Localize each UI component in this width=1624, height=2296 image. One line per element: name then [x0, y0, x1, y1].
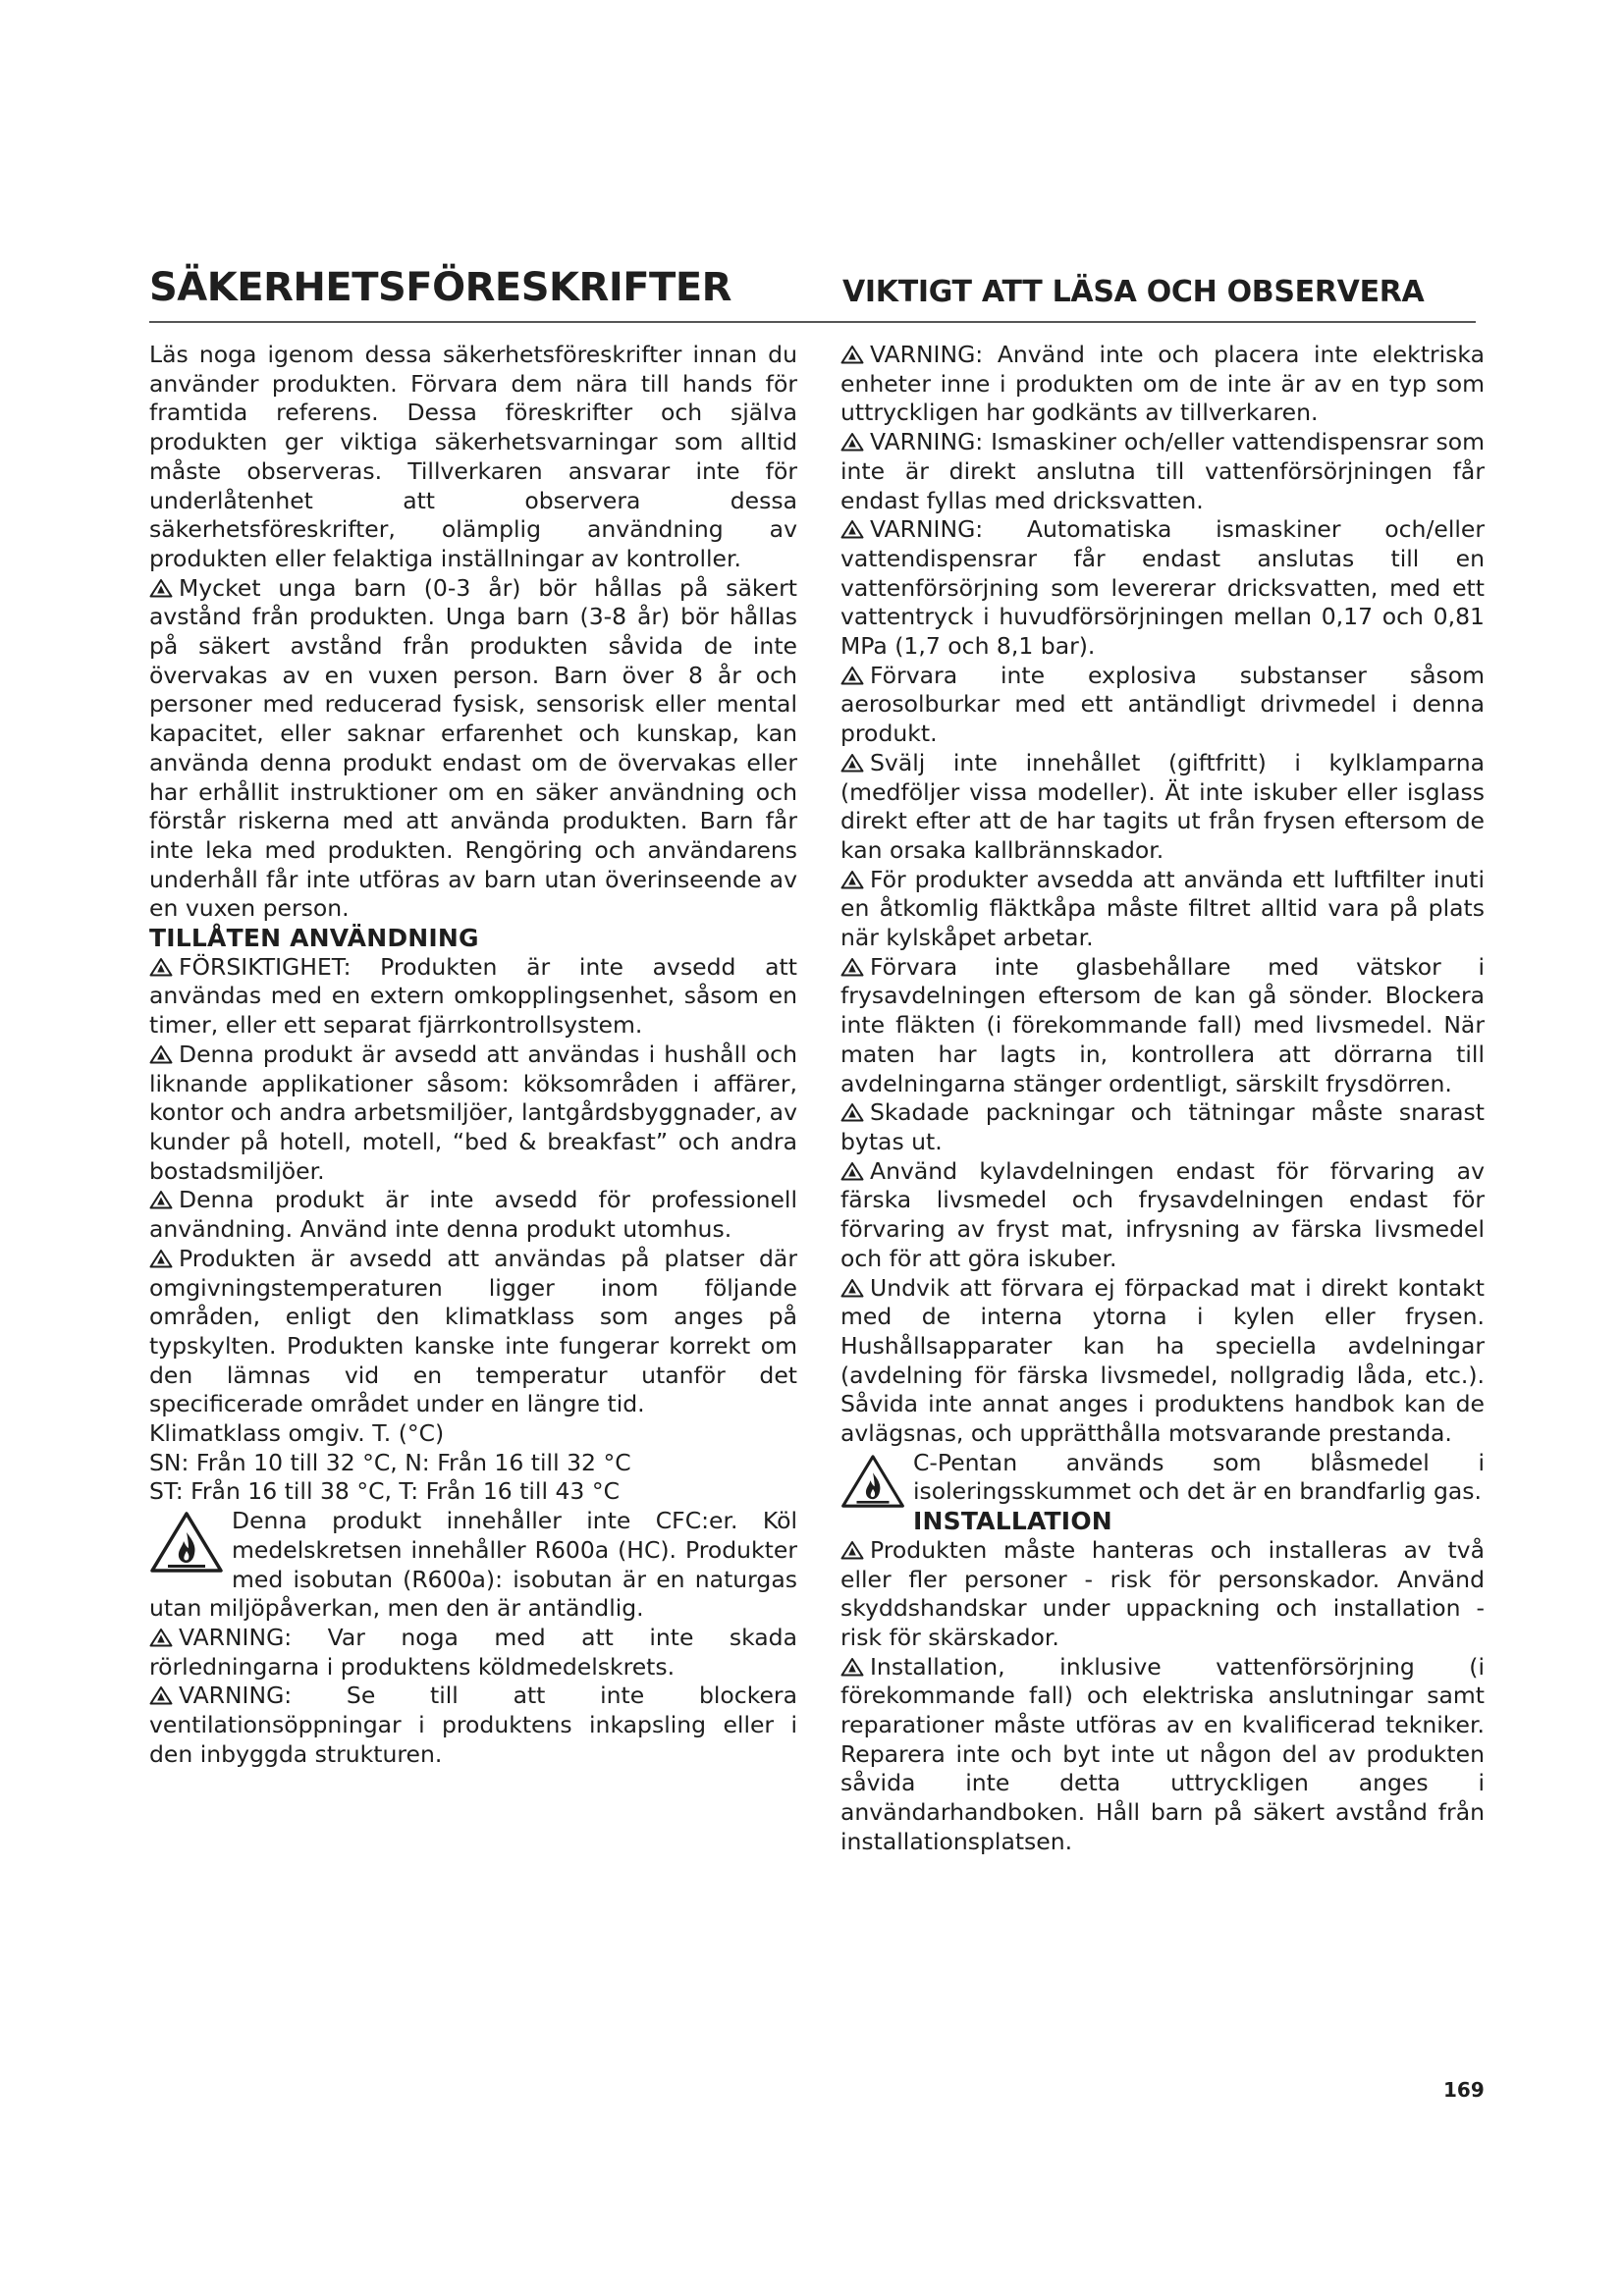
warning-triangle-icon [840, 1657, 864, 1677]
warning-triangle-icon [149, 578, 173, 598]
warning-paragraph: VARNING: Automatiska ismaskiner och/eller vattendispensrar får endast anslutas till en vattenförsörjning som levererar dricksvatten, med ett vattentryck i huvudförsörjningen mellan 0,17 och 0,81 MPa (1,7 och 8,1 bar). [840, 515, 1485, 661]
page-number: 169 [1443, 2078, 1485, 2102]
warning-triangle-icon [840, 1540, 864, 1560]
warning-paragraph: Förvara inte explosiva substanser såsom aerosolburkar med ett antändligt drivmedel i denna produkt. [840, 661, 1485, 748]
left-column [149, 341, 797, 1769]
warning-triangle-icon [840, 753, 864, 773]
warning-triangle-icon [840, 1161, 864, 1181]
installation-paragraph: Produkten måste hanteras och installeras av två eller fler personer - risk för personskador. Använd skyddshandskar under uppackning och installation - risk för skärskador. [840, 1535, 1485, 1651]
warning-triangle-icon [149, 1044, 173, 1064]
header-rule [149, 321, 1476, 323]
warning-triangle-icon [840, 432, 864, 452]
warning-triangle-icon [149, 1249, 173, 1268]
intro-paragraph: Läs noga igenom dessa säkerhetsföreskrifter innan du använder produkten. Förvara dem nära till hands för framtida referens. Dessa föreskrifter och själva produkten ger viktiga säkerhetsvarningar som alltid måste observeras. Tillverkaren ansvarar inte för underlåtenhet att observera dessa säkerhetsföreskrifter, olämplig användning av produkten eller felaktiga inställningar av kontroller. [149, 341, 797, 572]
professional-paragraph: Denna produkt är inte avsedd för professionell användning. Använd inte denna produkt utomhus. [149, 1186, 797, 1244]
warning-triangle-icon [840, 870, 864, 889]
warning-triangle-icon [840, 1278, 864, 1298]
warning-triangle-icon [840, 1102, 864, 1122]
flammable-warning-icon [840, 1451, 905, 1512]
caution-paragraph: FÖRSIKTIGHET: Produkten är inte avsedd att användas med en extern omkopplingsenhet, såsom en timer, eller ett separat fjärrkontrollsystem. [149, 952, 797, 1040]
ambient-paragraph: Produkten är avsedd att användas på platser där omgivningstemperaturen ligger inom följande områden, enligt den klimatklass som anges på typskylten. Produkten kanske inte fungerar korrekt om den lämnas vid en temperatur utanför det specificerade området under en längre tid. [149, 1244, 797, 1418]
warning-triangle-icon [149, 1190, 173, 1209]
warning-triangle-icon [840, 519, 864, 539]
warning-paragraph: VARNING: Ismaskiner och/eller vattendispensrar som inte är direkt anslutna till vattenförsörjningen får endast fyllas med dricksvatten. [840, 428, 1485, 514]
climate-class-row: SN: Från 10 till 32 °C, N: Från 16 till 32 °C [149, 1448, 631, 1476]
warning-paragraph: Använd kylavdelningen endast för förvaring av färska livsmedel och frysavdelningen endast för förvaring av fryst mat, infrysning av färska livsmedel och för att göra iskuber. [840, 1156, 1485, 1272]
warning-paragraph: Skadade packningar och tätningar måste snarast bytas ut. [840, 1098, 1485, 1155]
warning-triangle-icon [149, 1628, 173, 1647]
warning-triangle-icon [149, 957, 173, 977]
heading-installation: INSTALLATION [913, 1507, 1112, 1536]
warning-triangle-icon [840, 345, 864, 364]
warning-paragraph: Svälj inte innehållet (giftfritt) i kylklamparna (medföljer vissa modeller). Ät inte iskuber eller isglass direkt efter att de har tagits ut från frysen eftersom de kan orsaka kallbrännskador. [840, 748, 1485, 864]
cfc-paragraph: Denna produkt innehåller inte CFC:er. Köl medelskretsen innehåller R600a (HC). Produkter med isobutan (R600a): isobutan är en naturgas utan miljöpåverkan, men den är antändlig. [149, 1507, 797, 1623]
right-column [840, 341, 1485, 1857]
pipes-warning: VARNING: Var noga med att inte skada rörledningarna i produktens köldmedelskrets. [149, 1623, 797, 1681]
vents-warning: VARNING: Se till att inte blockera ventilationsöppningar i produktens inkapsling eller i den inbyggda strukturen. [149, 1682, 797, 1768]
warning-paragraph: För produkter avsedda att använda ett luftfilter inuti en åtkomlig fläktkåpa måste filtret alltid vara på plats när kylskåpet arbetar. [840, 865, 1485, 952]
installation-paragraph: Installation, inklusive vattenförsörjning (i förekommande fall) och elektriska anslutningar samt reparationer måste utföras av en kvalificerad tekniker. Reparera inte och byt inte ut någon del av produkten såvida inte detta uttryckligen anges i användarhandboken. Håll barn på säkert avstånd från installationsplatsen. [840, 1652, 1485, 1855]
pentan-paragraph: C-Pentan används som blåsmedel i isoleringsskummet och det är en brandfarlig gas. [840, 1449, 1485, 1507]
page-title: SÄKERHETSFÖRESKRIFTER [149, 265, 731, 310]
children-warning: Mycket unga barn (0-3 år) bör hållas på säkert avstånd från produkten. Unga barn (3-8 år) bör hållas på säkert avstånd från produkten såvida de inte övervakas av en vuxen person. Barn över 8 år och personer med reducerad fysisk, sensorisk eller mental kapacitet, eller saknar erfarenhet och kunskap, kan använda denna produkt endast om de övervakas eller har erhållit instruktioner om en säker användning och förstår riskerna med att använda produkten. Barn får inte leka med produkten. Rengöring och användarens underhåll får inte utföras av barn utan överinseende av en vuxen person. [149, 573, 797, 923]
section-title: VIKTIGT ATT LÄSA OCH OBSERVERA [842, 275, 1425, 309]
household-paragraph: Denna produkt är avsedd att användas i hushåll och liknande applikationer såsom: köksområden i affärer, kontor och andra arbetsmiljöer, lantgårdsbyggnader, av kunder på hotell, motell, “bed & breakfast” och andra bostadsmiljöer. [149, 1040, 797, 1185]
climate-class-label: Klimatklass omgiv. T. (°C) [149, 1419, 445, 1448]
warning-paragraph: Undvik att förvara ej förpackad mat i direkt kontakt med de interna ytorna i kylen eller frysen. Hushållsapparater kan ha speciella avdelningar (avdelning för färska livsmedel, nollgradig låda, etc.). Såvida inte annat anges i produktens handbok kan de avlägsnas, och upprätthålla motsvarande prestanda. [840, 1273, 1485, 1448]
flammable-warning-icon [149, 1511, 224, 1574]
warning-triangle-icon [149, 1685, 173, 1705]
warning-paragraph: Förvara inte glasbehållare med vätskor i frysavdelningen eftersom de kan gå sönder. Blockera inte fläkten (i förekommande fall) med livsmedel. När maten har lagts in, kontrollera att dörrarna till avdelningarna stänger ordentligt, särskilt frysdörren. [840, 952, 1485, 1097]
warning-triangle-icon [840, 957, 864, 977]
heading-allowed-use: TILLÅTEN ANVÄNDNING [149, 924, 479, 953]
warning-paragraph: VARNING: Använd inte och placera inte elektriska enheter inne i produkten om de inte är av en typ som uttryckligen har godkänts av tillverkaren. [840, 341, 1485, 427]
climate-class-row: ST: Från 16 till 38 °C, T: Från 16 till 43 °C [149, 1477, 620, 1506]
warning-triangle-icon [840, 666, 864, 685]
